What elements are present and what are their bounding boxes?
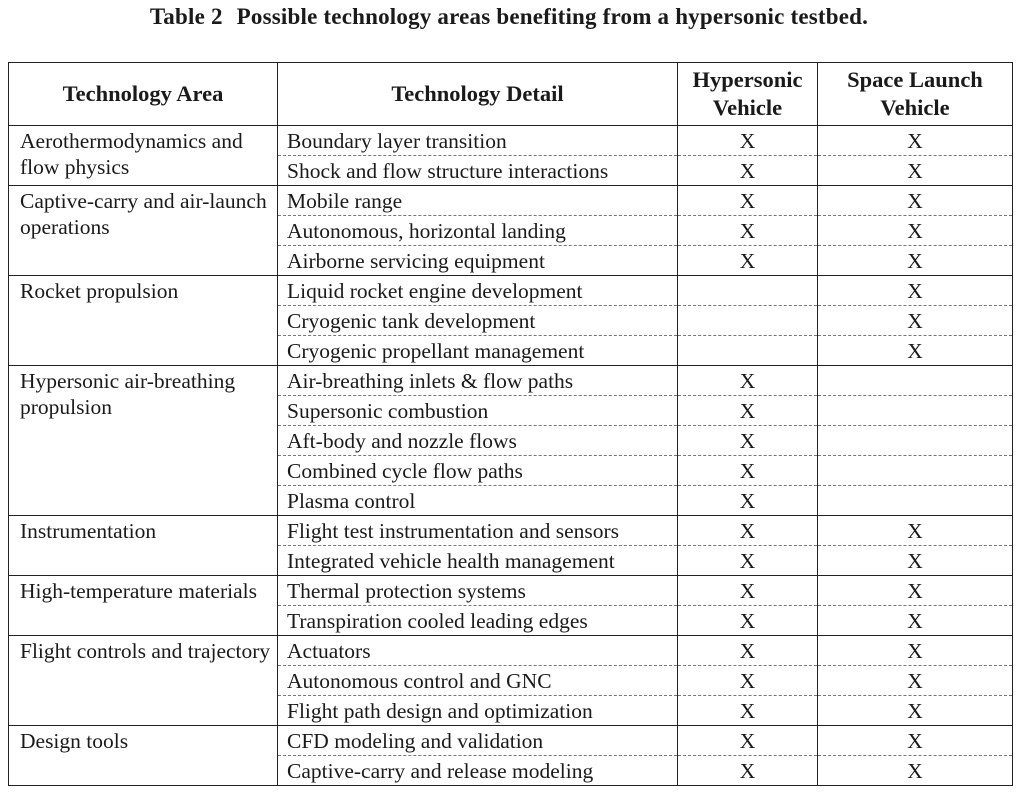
header-row <box>9 63 1013 126</box>
space-launch-vehicle-mark: X <box>818 546 1013 576</box>
technology-area-cell: Instrumentation <box>9 516 278 576</box>
space-launch-vehicle-mark: X <box>818 246 1013 276</box>
hypersonic-vehicle-mark <box>678 276 818 306</box>
space-launch-vehicle-mark <box>818 396 1013 426</box>
hypersonic-vehicle-mark: X <box>678 636 818 666</box>
technology-detail-cell: Aft-body and nozzle flows <box>278 426 678 456</box>
table-row <box>9 516 1013 546</box>
hypersonic-vehicle-mark: X <box>678 246 818 276</box>
hypersonic-vehicle-mark: X <box>678 396 818 426</box>
space-launch-vehicle-mark: X <box>818 306 1013 336</box>
space-launch-vehicle-mark: X <box>818 666 1013 696</box>
technology-detail-cell: Thermal protection systems <box>278 576 678 606</box>
table-body <box>9 126 1013 786</box>
technology-detail-cell: Cryogenic propellant management <box>278 336 678 366</box>
technology-detail-cell: Autonomous control and GNC <box>278 666 678 696</box>
hypersonic-vehicle-mark: X <box>678 756 818 786</box>
hypersonic-vehicle-mark: X <box>678 426 818 456</box>
table-row <box>9 726 1013 756</box>
technology-area-cell: Captive-carry and air-launch operations <box>9 186 278 276</box>
technology-detail-cell: Mobile range <box>278 186 678 216</box>
header-technology-area: Technology Area <box>9 63 278 126</box>
technology-detail-cell: Actuators <box>278 636 678 666</box>
space-launch-vehicle-mark: X <box>818 606 1013 636</box>
technology-area-cell: Rocket propulsion <box>9 276 278 366</box>
hypersonic-vehicle-mark: X <box>678 546 818 576</box>
table-row <box>9 576 1013 606</box>
space-launch-vehicle-mark: X <box>818 126 1013 156</box>
hypersonic-vehicle-mark: X <box>678 486 818 516</box>
table-row <box>9 126 1013 156</box>
technology-area-cell: Flight controls and trajectory <box>9 636 278 726</box>
hypersonic-vehicle-mark <box>678 336 818 366</box>
technology-area-cell: Aerothermodynamics and flow physics <box>9 126 278 186</box>
hypersonic-vehicle-mark: X <box>678 216 818 246</box>
technology-area-cell: Design tools <box>9 726 278 786</box>
header-hypersonic-vehicle: Hypersonic Vehicle <box>678 63 818 126</box>
technology-detail-cell: Flight path design and optimization <box>278 696 678 726</box>
space-launch-vehicle-mark: X <box>818 186 1013 216</box>
space-launch-vehicle-mark <box>818 486 1013 516</box>
technology-detail-cell: Liquid rocket engine development <box>278 276 678 306</box>
hypersonic-vehicle-mark: X <box>678 366 818 396</box>
space-launch-vehicle-mark <box>818 426 1013 456</box>
hypersonic-vehicle-mark: X <box>678 666 818 696</box>
space-launch-vehicle-mark: X <box>818 516 1013 546</box>
space-launch-vehicle-mark: X <box>818 756 1013 786</box>
technology-detail-cell: Boundary layer transition <box>278 126 678 156</box>
technology-detail-cell: Combined cycle flow paths <box>278 456 678 486</box>
hypersonic-vehicle-mark: X <box>678 126 818 156</box>
technology-detail-cell: Integrated vehicle health management <box>278 546 678 576</box>
table-caption <box>0 4 1018 30</box>
space-launch-vehicle-mark: X <box>818 726 1013 756</box>
space-launch-vehicle-mark: X <box>818 336 1013 366</box>
hypersonic-vehicle-mark: X <box>678 186 818 216</box>
technology-detail-cell: Cryogenic tank development <box>278 306 678 336</box>
hypersonic-vehicle-mark: X <box>678 156 818 186</box>
space-launch-vehicle-mark: X <box>818 216 1013 246</box>
table-title: Possible technology areas benefiting from a hypersonic testbed. <box>236 4 869 29</box>
table-number: Table 2 <box>149 4 223 29</box>
space-launch-vehicle-mark <box>818 456 1013 486</box>
hypersonic-vehicle-mark: X <box>678 606 818 636</box>
space-launch-vehicle-mark: X <box>818 576 1013 606</box>
technology-area-cell: High-temperature materials <box>9 576 278 636</box>
technology-detail-cell: Autonomous, horizontal landing <box>278 216 678 246</box>
technology-detail-cell: Airborne servicing equipment <box>278 246 678 276</box>
table-row <box>9 366 1013 396</box>
table-row <box>9 186 1013 216</box>
space-launch-vehicle-mark: X <box>818 696 1013 726</box>
technology-detail-cell: CFD modeling and validation <box>278 726 678 756</box>
space-launch-vehicle-mark: X <box>818 156 1013 186</box>
technology-area-cell: Hypersonic air-breathing propulsion <box>9 366 278 516</box>
technology-detail-cell: Plasma control <box>278 486 678 516</box>
technology-detail-cell: Captive-carry and release modeling <box>278 756 678 786</box>
hypersonic-vehicle-mark: X <box>678 576 818 606</box>
hypersonic-vehicle-mark: X <box>678 726 818 756</box>
space-launch-vehicle-mark: X <box>818 276 1013 306</box>
hypersonic-vehicle-mark: X <box>678 456 818 486</box>
technology-detail-cell: Transpiration cooled leading edges <box>278 606 678 636</box>
space-launch-vehicle-mark: X <box>818 636 1013 666</box>
header-technology-detail: Technology Detail <box>278 63 678 126</box>
hypersonic-vehicle-mark <box>678 306 818 336</box>
table-row <box>9 276 1013 306</box>
hypersonic-vehicle-mark: X <box>678 516 818 546</box>
technology-detail-cell: Shock and flow structure interactions <box>278 156 678 186</box>
space-launch-vehicle-mark <box>818 366 1013 396</box>
technology-detail-cell: Flight test instrumentation and sensors <box>278 516 678 546</box>
table-row <box>9 636 1013 666</box>
technology-table <box>8 62 1013 786</box>
technology-detail-cell: Supersonic combustion <box>278 396 678 426</box>
technology-detail-cell: Air-breathing inlets & flow paths <box>278 366 678 396</box>
hypersonic-vehicle-mark: X <box>678 696 818 726</box>
header-space-launch-vehicle: Space Launch Vehicle <box>818 63 1013 126</box>
